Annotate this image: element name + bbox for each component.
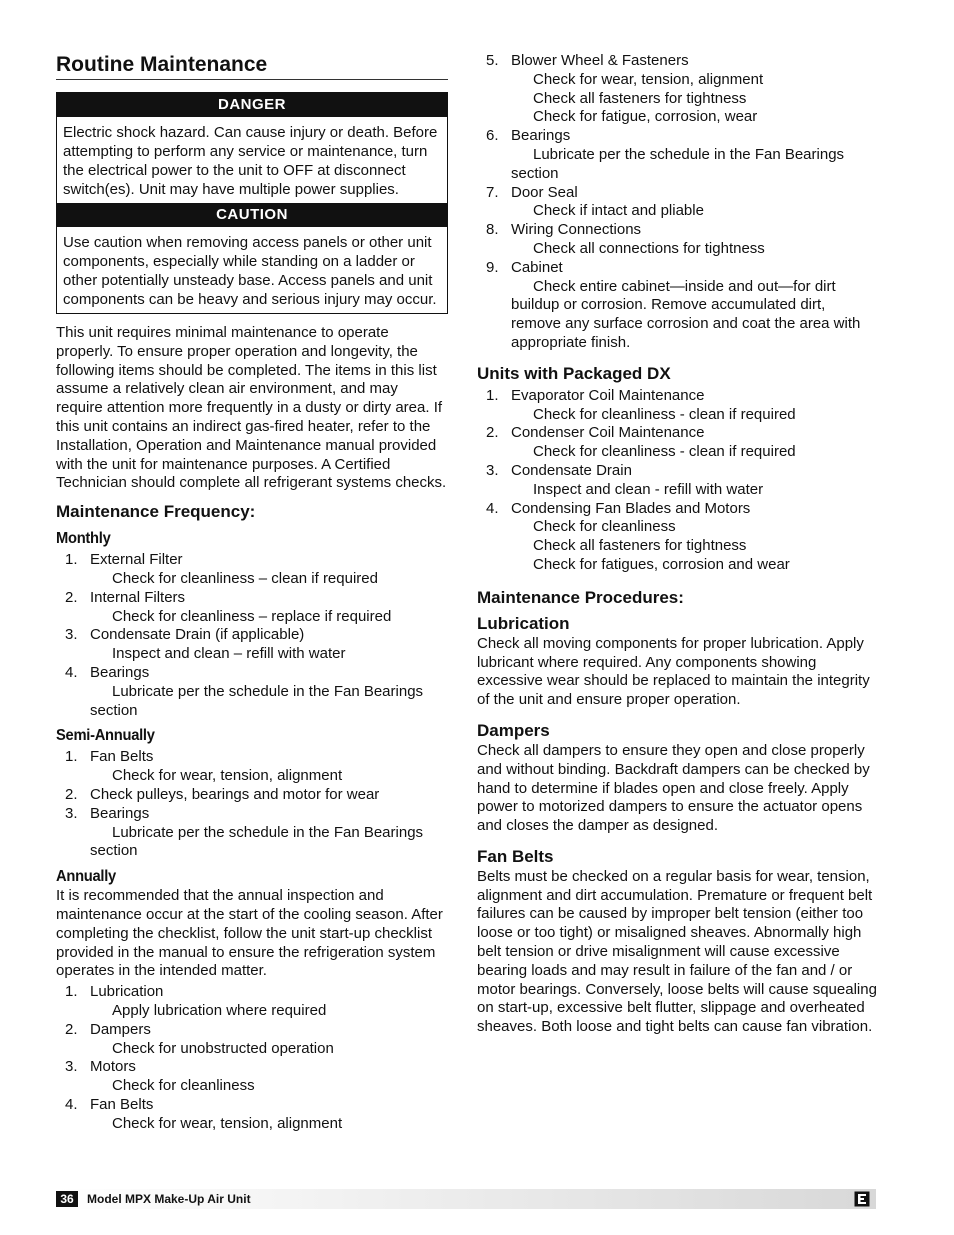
footer-manual-title: Model MPX Make-Up Air Unit — [87, 1192, 251, 1206]
list-item-number: 1. — [65, 551, 78, 569]
list-item-detail: Check for wear, tension, alignment — [112, 1114, 343, 1132]
list-item-label: Condensate Drain — [511, 461, 632, 479]
left-column — [56, 52, 448, 1133]
list-item-label: Bearings — [90, 804, 150, 822]
list-item-label: Door Seal — [511, 183, 578, 201]
list-item — [56, 626, 448, 664]
list-item-detail: Inspect and clean - refill with water — [533, 480, 764, 498]
list-item-detail: Check for cleanliness – clean if required — [112, 569, 378, 587]
list-item-number: 2. — [65, 588, 78, 606]
list-item-label: Bearings — [511, 127, 571, 145]
list-item-number: 2. — [65, 785, 78, 803]
list-item — [477, 52, 877, 127]
list-item-number: 4. — [486, 499, 499, 517]
list-item-label: Condensate Drain (if applicable) — [90, 626, 305, 644]
list-item-detail: Check entire cabinet—inside and out—for dirt buildup or corrosion. Remove accumulated dirt, remove any surface corrosion and coat the area with appropriate finish. — [511, 277, 861, 351]
fan-belts-heading: Fan Belts — [477, 846, 554, 866]
list-item-label: Motors — [90, 1058, 136, 1076]
list-item-detail: Check for cleanliness — [112, 1077, 255, 1095]
list-item-number: 1. — [65, 748, 78, 766]
list-item-detail: Apply lubrication where required — [112, 1001, 327, 1019]
monthly-heading: Monthly — [56, 530, 111, 548]
list-item-detail: Inspect and clean – refill with water — [112, 645, 346, 663]
caution-text: Use caution when removing access panels or other unit components, especially while standing on a ladder or other potentially unsteady base. Access panels and unit components can be heavy and serious injury may occur. — [63, 234, 437, 308]
list-item-number: 1. — [65, 983, 78, 1001]
list-item-detail: Check for fatigues, corrosion and wear — [533, 555, 790, 573]
list-item-number: 3. — [65, 1058, 78, 1076]
list-item — [477, 259, 877, 353]
semi-annually-list — [56, 748, 448, 861]
list-item-detail: Check for cleanliness — [533, 518, 676, 536]
annually-list — [56, 983, 448, 1133]
list-item-label: Condenser Coil Maintenance — [511, 424, 705, 442]
list-item-detail: Check all fasteners for tightness — [533, 537, 747, 555]
annually-list-continued — [477, 52, 877, 353]
caution-heading: CAUTION — [57, 203, 447, 227]
list-item-label: Evaporator Coil Maintenance — [511, 386, 705, 404]
list-item — [56, 748, 448, 786]
list-item-number: 3. — [65, 626, 78, 644]
list-item-detail: Check for wear, tension, alignment — [533, 70, 764, 88]
footer-bar — [56, 1189, 876, 1209]
maintenance-frequency-heading: Maintenance Frequency: — [56, 502, 256, 522]
list-item — [477, 424, 877, 462]
annually-paragraph: It is recommended that the annual inspection and maintenance occur at the start of the cooling season. After completing the checklist, follow the unit start-up checklist provided in the manual to ensure the refrigeration system operates in the intended matter. — [56, 887, 443, 980]
list-item-detail: Lubricate per the schedule in the Fan Bearings section — [90, 682, 424, 719]
list-item-label: External Filter — [90, 551, 183, 569]
list-item — [477, 500, 877, 575]
list-item-detail: Check all fasteners for tightness — [533, 89, 747, 107]
dampers-heading: Dampers — [477, 720, 550, 740]
list-item — [56, 664, 448, 720]
list-item-label: Check pulleys, bearings and motor for wear — [90, 785, 380, 803]
list-item — [56, 1096, 448, 1134]
list-item-detail: Check for cleanliness - clean if required — [533, 443, 796, 461]
danger-heading: DANGER — [57, 93, 447, 117]
list-item-number: 9. — [486, 258, 499, 276]
list-item-number: 4. — [65, 1095, 78, 1113]
list-item-number: 8. — [486, 221, 499, 239]
list-item-number: 3. — [486, 461, 499, 479]
list-item-label: Blower Wheel & Fasteners — [511, 52, 689, 69]
lubrication-paragraph: Check all moving components for proper lubrication. Apply lubricant where required. Any components showing excessive wear should be replaced to maintain the integrity of the unit and ensure proper operation. — [477, 634, 870, 709]
list-item-label: Internal Filters — [90, 588, 186, 606]
list-item — [56, 551, 448, 589]
annually-heading: Annually — [56, 868, 116, 886]
fan-belts-paragraph: Belts must be checked on a regular basis for wear, tension, alignment and dirt accumulation. Premature or frequent belt failures can be caused by improper belt tension (either too loose or too tight) or misaligned sheaves. Abnormally high belt tension or drive misalignment will cause excessive bearing loads and may result in failure of the fan and / or motor bearings. Conversely, loose belts will cause squealing on start-up, excessive belt flutter, slippage and overheated sheaves. Both loose and tight belts can cause fan vibration. — [477, 867, 877, 1036]
list-item-detail: Lubricate per the schedule in the Fan Bearings section — [90, 823, 424, 860]
list-item-label: Lubrication — [90, 983, 164, 1001]
list-item-detail: Check all connections for tightness — [533, 239, 765, 257]
danger-text: Electric shock hazard. Can cause injury or death. Before attempting to perform any service or maintenance, turn the electrical power to the unit to OFF at disconnect switch(es). Unit may have multiple power supplies. — [63, 124, 438, 198]
list-item-label: Condensing Fan Blades and Motors — [511, 499, 751, 517]
list-item-label: Fan Belts — [90, 748, 154, 766]
list-item-detail: Check for cleanliness – replace if required — [112, 607, 392, 625]
list-item-detail: Check for wear, tension, alignment — [112, 767, 343, 785]
list-item — [477, 221, 877, 259]
list-item — [56, 589, 448, 627]
list-item — [56, 1021, 448, 1059]
list-item — [56, 983, 448, 1021]
list-item-number: 5. — [486, 52, 499, 69]
list-item — [477, 184, 877, 222]
list-item — [477, 387, 877, 425]
list-item-detail: Check for fatigue, corrosion, wear — [533, 108, 758, 126]
list-item — [56, 1058, 448, 1096]
packaged-dx-heading: Units with Packaged DX — [477, 363, 671, 383]
list-item-label: Cabinet — [511, 258, 563, 276]
semi-annually-heading: Semi-Annually — [56, 727, 155, 745]
list-item-detail: Lubricate per the schedule in the Fan Bearings section — [511, 145, 845, 182]
list-item-number: 2. — [65, 1020, 78, 1038]
list-item — [56, 786, 448, 805]
safety-box — [56, 92, 448, 314]
greenheck-logo-icon — [854, 1191, 870, 1207]
packaged-dx-list — [477, 387, 877, 575]
list-item-label: Bearings — [90, 663, 150, 681]
lubrication-heading: Lubrication — [477, 613, 570, 633]
dampers-paragraph: Check all dampers to ensure they open and close properly and without binding. Backdraft dampers can be checked by hand to determine if blades open and close freely. Apply power to motorized dampers to ensure the actuator opens and closes the damper as designed. — [477, 741, 870, 835]
right-column — [477, 52, 877, 1037]
list-item-number: 1. — [486, 386, 499, 404]
page-title: Routine Maintenance — [56, 52, 448, 80]
monthly-list — [56, 551, 448, 720]
list-item-number: 6. — [486, 127, 499, 145]
intro-paragraph: This unit requires minimal maintenance to operate properly. To ensure proper operation and longevity, the following items should be completed. The items in this list assume a relatively clean air environment, and may require attention more frequently in a dusty or dirty area. If this unit contains an indirect gas-fired heater, refer to the Installation, Operation and Maintenance manual provided with the unit for maintenance purposes. A Certified Technician should complete all refrigerant systems checks. — [56, 324, 447, 492]
list-item-number: 2. — [486, 424, 499, 442]
list-item-detail: Check for cleanliness - clean if required — [533, 405, 796, 423]
page-number: 36 — [56, 1191, 78, 1207]
list-item-label: Dampers — [90, 1020, 151, 1038]
list-item — [477, 127, 877, 183]
list-item — [56, 805, 448, 861]
list-item-label: Wiring Connections — [511, 221, 642, 239]
list-item-number: 4. — [65, 663, 78, 681]
list-item-number: 3. — [65, 804, 78, 822]
list-item-detail: Check for unobstructed operation — [112, 1039, 334, 1057]
list-item-detail: Check if intact and pliable — [533, 202, 704, 220]
list-item-label: Fan Belts — [90, 1095, 154, 1113]
list-item-number: 7. — [486, 183, 499, 201]
list-item — [477, 462, 877, 500]
maintenance-procedures-heading: Maintenance Procedures: — [477, 587, 684, 607]
